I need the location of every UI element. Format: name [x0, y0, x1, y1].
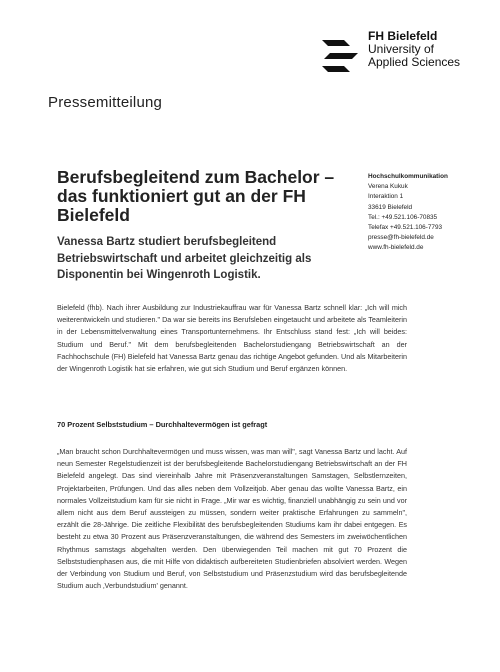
contact-city: 33619 Bielefeld: [368, 203, 413, 211]
contact-web[interactable]: www.fh-bielefeld.de: [368, 244, 424, 252]
logo-name: FH Bielefeld: [368, 29, 438, 43]
article-subtitle: Vanessa Bartz studiert berufsbegleitend Betriebswirtschaft und arbeitet gleichzeitig als Disponentin bei Wingenroth Logistik.: [57, 236, 312, 281]
article-paragraph-1: Bielefeld (fhb). Nach ihrer Ausbildung zur Industriekauffrau war für Vanessa Bartz schnell klar: „Ich will mich weiterentwickeln und studieren." Da war sie bereits ins Berufsleben eingetaucht und arbeitete als Teamleiterin in der Lebensmittelverwaltung eines Transportunternehmens. Ihr Entschluss stand fest: „Ich will beides: Studium und Beruf." Mit dem berufsbegleitenden Bachelorstudiengang Betriebswirtschaft an der Fachhochschule (FH) Bielefeld hat Vanessa Bartz genau das richtige Angebot gefunden. Und als Mitarbeiterin der Wingenroth Logistik hat sie erfahren, wie gut sich Studium und Beruf ergänzen können.: [57, 303, 407, 374]
document-type-label: Pressemitteilung: [48, 94, 163, 111]
logo-line3: Applied Sciences: [368, 55, 461, 69]
contact-department: Hochschulkommunikation: [368, 173, 448, 180]
contact-phone: Tel.: +49.521.106-70835: [368, 213, 438, 221]
contact-block: [368, 172, 448, 254]
logo-line2: University of: [368, 42, 435, 56]
article-paragraph-2: „Man braucht schon Durchhaltevermögen und muss wissen, was man will", sagt Vanessa Bartz und lacht. Auf neun Semester Regelstudienzeit ist der berufsbegleitende Bachelorstudiengang Betriebswirtschaft an der FH Bielefeld angelegt. Das sind viereinhalb Jahre mit Präsenzveranstaltungen Samstagen, Selbstlernzeiten, Projektarbeiten, Prüfungen. Und das alles neben dem Vollzeitjob. Aber genau das wollte Vanessa Bartz, ein normales Vollzeitstudium kam für sie nicht in Frage. „Mir war es wichtig, finanziell unabhängig zu sein und vor allem nicht aus dem Beruf aussteigen zu müssen, sondern weiter praktische Erfahrungen zu sammeln", erzählt die 28-Jährige. Die zeitliche Flexibilität des berufsbegleitenden Studiums kam ihr dabei entgegen. Es besteht zu etwa 30 Prozent aus Präsenzveranstaltungen, die während des Semesters im zweiwöchentlichen Rhythmus samstags abgehalten werden. Den überwiegenden Teil machen mit gut 70 Prozent die Selbststudienphasen aus, die mit Hilfe von didaktisch aufbereiteten Studienbriefen absolviert werden. Wegen der Verbindung von Studium und Beruf, von Selbststudium und Präsenzstudium wird das berufsbegleitende Studium auch ‚Verbundstudium' genannt.: [57, 447, 407, 591]
contact-street: Interaktion 1: [368, 193, 404, 201]
contact-fax: Telefax +49.521.106-7793: [368, 224, 443, 232]
logo-text: [368, 30, 460, 69]
fh-logo-mark-icon: [322, 36, 362, 82]
section-heading: 70 Prozent Selbststudium – Durchhaltevermögen ist gefragt: [57, 420, 268, 429]
contact-email[interactable]: presse@fh-bielefeld.de: [368, 234, 434, 242]
contact-name: Verena Kukuk: [368, 183, 408, 191]
article-title: Berufsbegleitend zum Bachelor – das funktioniert gut an der FH Bielefeld: [57, 167, 335, 225]
fh-bielefeld-logo: [322, 30, 492, 90]
